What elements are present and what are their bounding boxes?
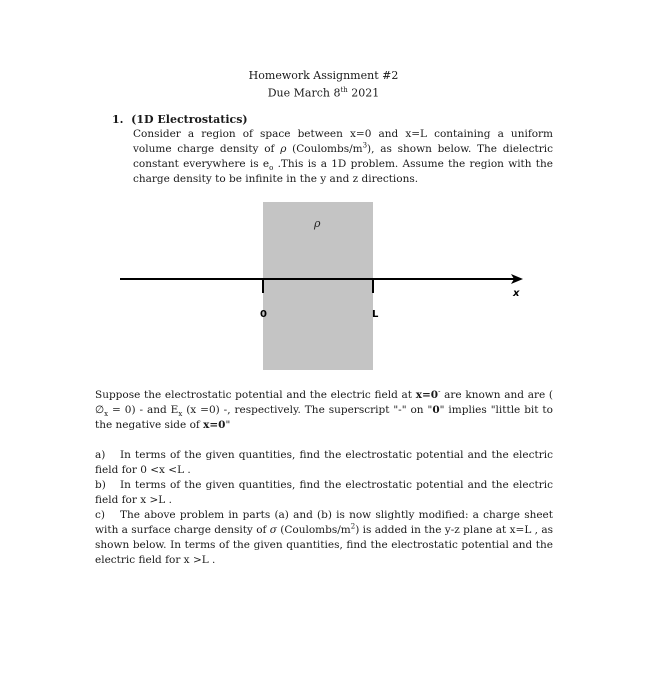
question-parts — [95, 448, 553, 568]
rho-label: ρ — [314, 217, 321, 230]
part-a: a) In terms of the given quantities, find the electrostatic potential and the electric field for 0 <x <L . — [95, 449, 553, 476]
problem-title: (1D Electrostatics) — [131, 113, 248, 126]
due-date: Due March 8th 2021 — [267, 86, 380, 100]
problem-heading — [112, 113, 248, 126]
assignment-title: Homework Assignment #2 — [248, 69, 399, 82]
boundary-conditions-paragraph: Suppose the electrostatic potential and the electric field at x=0- are known and are ( $\emptyset_x = 0$) - and $E_x$ (x =0) -, respectively. The superscript "-" on "0" implies "little bit to the negative side of x=0" — [95, 387, 553, 431]
assignment-header — [0, 68, 647, 101]
problem-number: 1. — [112, 113, 124, 126]
charge-region-figure — [118, 198, 528, 373]
part-b: b) In terms of the given quantities, find the electrostatic potential and the electric field for x >L . — [95, 479, 553, 506]
part-c: c) The above problem in parts (a) and (b) is now slightly modified: a charge sheet with a surface charge density of σ $(Coulombs/m^2)$ is added in the y-z plane at x=L , as shown below. In terms of the given quantities, find the electrostatic potential and the electric field for x >L . — [95, 509, 553, 566]
tick-L-label: L — [372, 309, 379, 320]
x-axis-label: x — [513, 288, 520, 299]
problem-statement: Consider a region of space between x=0 and x=L containing a uniform volume charge density of ρ $(Coulombs/m^3)$, as shown below. The dielectric constant everywhere is $e_o$ .This is a 1D problem. Assume the region with the charge density to be infinite in the y and z directions. — [133, 128, 553, 185]
tick-zero-label: 0 — [260, 309, 267, 320]
